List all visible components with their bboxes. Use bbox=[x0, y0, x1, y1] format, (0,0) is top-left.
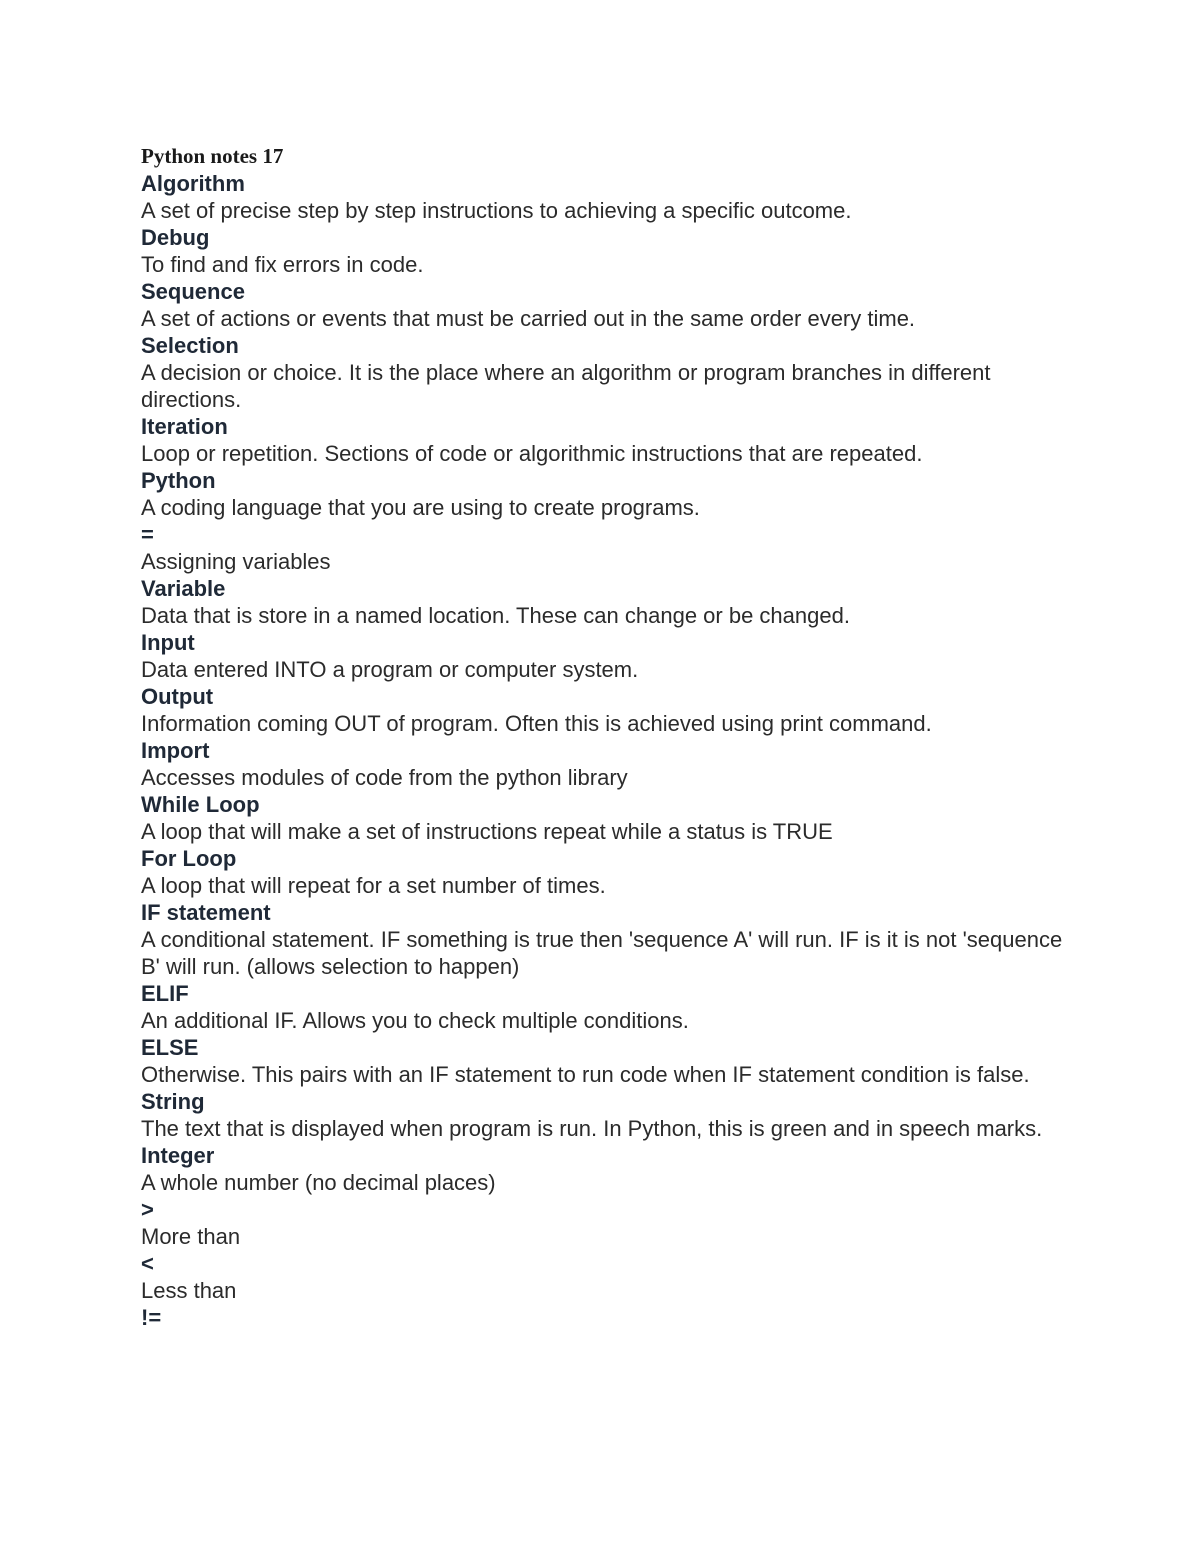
glossary-definition: Accesses modules of code from the python library bbox=[141, 765, 628, 790]
glossary-definition: More than bbox=[141, 1224, 241, 1249]
glossary-definition: A loop that will repeat for a set number of times. bbox=[141, 873, 606, 898]
glossary-term: = bbox=[141, 522, 154, 547]
glossary-definition: A coding language that you are using to create programs. bbox=[141, 495, 700, 520]
glossary-entry bbox=[141, 1196, 1071, 1250]
glossary-term: For Loop bbox=[141, 846, 237, 871]
glossary-definition: A set of precise step by step instructions to achieving a specific outcome. bbox=[141, 198, 852, 223]
glossary-term: Iteration bbox=[141, 414, 228, 439]
glossary-entry bbox=[141, 224, 1071, 278]
glossary-definition: A whole number (no decimal places) bbox=[141, 1170, 496, 1195]
glossary-definition: A decision or choice. It is the place where an algorithm or program branches in different directions. bbox=[141, 360, 991, 412]
glossary-term: Python bbox=[141, 468, 216, 493]
glossary-definition: The text that is displayed when program is run. In Python, this is green and in speech marks. bbox=[141, 1116, 1043, 1141]
glossary-entry bbox=[141, 980, 1071, 1034]
document-page bbox=[141, 142, 1071, 1331]
glossary-term: Import bbox=[141, 738, 210, 763]
glossary-term: IF statement bbox=[141, 900, 271, 925]
glossary-list bbox=[141, 170, 1071, 1331]
glossary-entry bbox=[141, 1034, 1071, 1088]
glossary-entry bbox=[141, 413, 1071, 467]
glossary-entry bbox=[141, 332, 1071, 413]
glossary-definition: Assigning variables bbox=[141, 549, 331, 574]
document-title: Python notes 17 bbox=[141, 144, 284, 168]
glossary-definition: Less than bbox=[141, 1278, 237, 1303]
glossary-entry bbox=[141, 791, 1071, 845]
glossary-definition: A set of actions or events that must be carried out in the same order every time. bbox=[141, 306, 916, 331]
glossary-term: > bbox=[141, 1197, 154, 1222]
glossary-term: Debug bbox=[141, 225, 210, 250]
glossary-term: ELIF bbox=[141, 981, 189, 1006]
glossary-term: While Loop bbox=[141, 792, 260, 817]
glossary-entry bbox=[141, 575, 1071, 629]
glossary-term: Sequence bbox=[141, 279, 245, 304]
glossary-term: Selection bbox=[141, 333, 239, 358]
glossary-entry bbox=[141, 899, 1071, 980]
glossary-term: ELSE bbox=[141, 1035, 199, 1060]
glossary-entry bbox=[141, 1304, 1071, 1331]
glossary-term: Output bbox=[141, 684, 214, 709]
glossary-definition: Otherwise. This pairs with an IF statement to run code when IF statement condition is false. bbox=[141, 1062, 1030, 1087]
glossary-entry bbox=[141, 737, 1071, 791]
glossary-definition: Data that is store in a named location. These can change or be changed. bbox=[141, 603, 850, 628]
glossary-entry bbox=[141, 467, 1071, 521]
glossary-entry bbox=[141, 1088, 1071, 1142]
glossary-definition: A conditional statement. IF something is true then 'sequence A' will run. IF is it is not 'sequence B' will run. (allows selection to happen) bbox=[141, 927, 1063, 979]
glossary-term: != bbox=[141, 1305, 162, 1330]
glossary-entry bbox=[141, 683, 1071, 737]
glossary-definition: An additional IF. Allows you to check multiple conditions. bbox=[141, 1008, 689, 1033]
glossary-entry bbox=[141, 1142, 1071, 1196]
glossary-term: < bbox=[141, 1251, 154, 1276]
glossary-definition: Information coming OUT of program. Often this is achieved using print command. bbox=[141, 711, 932, 736]
glossary-definition: Data entered INTO a program or computer system. bbox=[141, 657, 639, 682]
glossary-definition: A loop that will make a set of instructions repeat while a status is TRUE bbox=[141, 819, 833, 844]
glossary-entry bbox=[141, 521, 1071, 575]
glossary-term: Algorithm bbox=[141, 171, 245, 196]
glossary-term: Variable bbox=[141, 576, 226, 601]
glossary-entry bbox=[141, 629, 1071, 683]
glossary-term: String bbox=[141, 1089, 205, 1114]
glossary-entry bbox=[141, 845, 1071, 899]
glossary-entry bbox=[141, 170, 1071, 224]
glossary-definition: Loop or repetition. Sections of code or algorithmic instructions that are repeated. bbox=[141, 441, 923, 466]
glossary-term: Input bbox=[141, 630, 195, 655]
glossary-definition: To find and fix errors in code. bbox=[141, 252, 424, 277]
glossary-term: Integer bbox=[141, 1143, 215, 1168]
glossary-entry bbox=[141, 1250, 1071, 1304]
glossary-entry bbox=[141, 278, 1071, 332]
